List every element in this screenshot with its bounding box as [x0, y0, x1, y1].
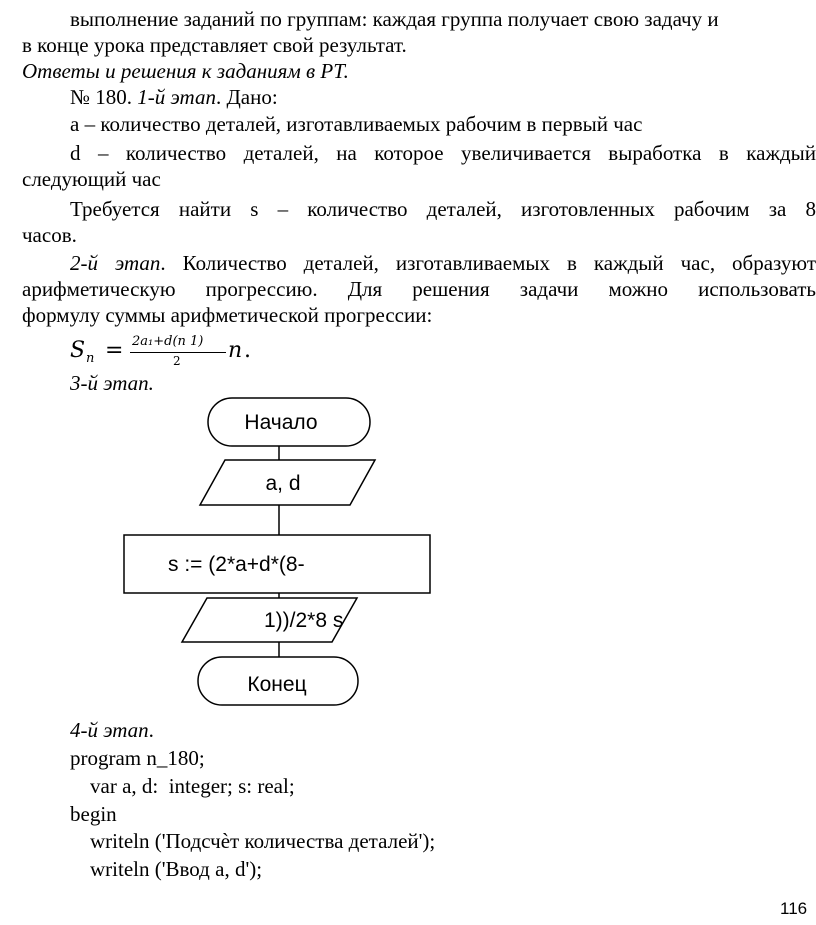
stage4-line	[70, 717, 816, 743]
variable-d-definition: d – количество деталей, на которое увеличивается выработка в каждый	[70, 141, 816, 165]
code-line: program n_180;	[70, 746, 205, 770]
text-line: формулу суммы арифметической прогрессии:	[22, 303, 433, 327]
formula-numerator: 2a₁+d(n 1)	[132, 334, 204, 349]
formula-symbol: S	[70, 338, 86, 363]
process-label: s := (2*a+d*(8-	[168, 553, 305, 576]
text-line: следующий час	[22, 167, 161, 191]
input-label: a, d	[265, 472, 301, 495]
task-number: № 180.	[70, 85, 133, 109]
stage-label: 4-й этап	[70, 718, 149, 742]
stage-label: 3-й этап	[70, 371, 149, 395]
code-line: begin	[70, 802, 117, 826]
paragraph-text: . Количество деталей, изготавливаемых в каждый час, образуют	[160, 251, 816, 275]
formula-denominator: 2	[173, 354, 181, 368]
formula-variable: n	[228, 338, 243, 363]
stage-label: 1-й этап	[137, 85, 216, 109]
stage-label: 2-й этап	[70, 251, 161, 275]
given-label: . Дано:	[215, 85, 278, 109]
stage-dot: .	[148, 371, 154, 395]
end-label: Конец	[247, 673, 307, 696]
formula-subscript: n	[86, 351, 95, 366]
code-line: writeln ('Ввод a, d');	[90, 857, 263, 881]
formula-equals: =	[105, 338, 124, 363]
output-label: 1))/2*8 s	[264, 609, 344, 632]
start-label: Начало	[244, 411, 318, 434]
page-number: 116	[780, 899, 808, 918]
requirement-text: Требуется найти s – количество деталей, изготовленных рабочим за 8	[70, 197, 816, 221]
paragraph-text: выполнение заданий по группам: каждая группа получает свою задачу и	[70, 7, 719, 31]
text-line: арифметическую прогрессию. Для решения задачи можно использовать	[22, 277, 816, 301]
text-line: часов.	[22, 223, 77, 247]
stage-dot: .	[148, 718, 154, 742]
variable-a-definition: a – количество деталей, изготавливаемых рабочим в первый час	[70, 112, 643, 136]
answers-heading: Ответы и решения к заданиям в РТ.	[22, 59, 349, 83]
code-line: var a, d: integer; s: real;	[90, 774, 295, 798]
code-line: writeln ('Подсчѐт количества деталей');	[90, 829, 436, 853]
formula-dot: .	[244, 338, 251, 363]
text-line: в конце урока представляет свой результат.	[22, 33, 407, 57]
